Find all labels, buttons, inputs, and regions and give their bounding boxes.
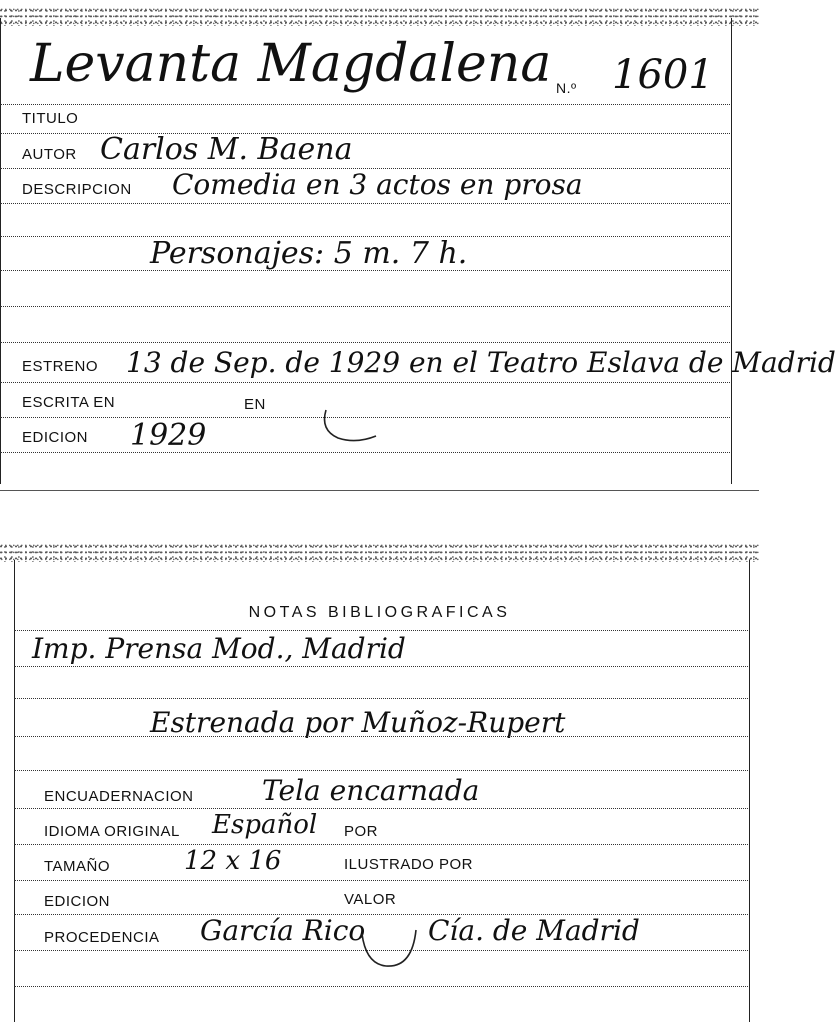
procedencia-label: PROCEDENCIA — [44, 929, 160, 946]
rule-9 — [0, 382, 730, 383]
tamano-label: TAMAÑO — [44, 858, 111, 875]
autor-value: Carlos M. Baena — [100, 132, 353, 167]
rule-7 — [0, 306, 730, 307]
card-bottom-edge — [0, 490, 759, 491]
title-value: Levanta Magdalena — [30, 34, 552, 94]
edicion-label: EDICION — [22, 429, 89, 446]
estreno-value: 13 de Sep. de 1929 en el Teatro Eslava de Madrid — [126, 346, 836, 379]
escrita-label: ESCRITA EN — [22, 394, 116, 411]
en-label: EN — [244, 396, 266, 413]
encuadernacion-label: ENCUADERNACION — [44, 788, 194, 805]
edicion-value: 1929 — [130, 418, 207, 453]
rule-7 — [14, 844, 748, 845]
pen-squiggle — [316, 404, 382, 446]
rule-5 — [14, 770, 748, 771]
estreno-label: ESTRENO — [22, 358, 99, 375]
rule-3 — [14, 698, 748, 699]
note-line-1: Imp. Prensa Mod., Madrid — [32, 632, 406, 665]
descripcion-value: Comedia en 3 actos en prosa — [172, 168, 583, 201]
rule-11 — [14, 986, 748, 987]
note-line-2: Estrenada por Muñoz-Rupert — [150, 706, 566, 739]
procedencia-value-2: Cía. de Madrid — [428, 914, 640, 947]
titulo-label: TITULO — [22, 110, 79, 127]
rule-1 — [0, 104, 730, 105]
encuadernacion-value: Tela encarnada — [262, 774, 480, 807]
tamano-value: 12 x 16 — [184, 846, 282, 876]
rule-6 — [14, 808, 748, 809]
rule-4 — [14, 736, 748, 737]
valor-label: VALOR — [344, 891, 397, 908]
rule-1 — [14, 630, 748, 631]
rule-8 — [14, 880, 748, 881]
ilustrado-label: ILUSTRADO POR — [344, 856, 474, 873]
autor-label: AUTOR — [22, 146, 77, 163]
descripcion-label: DESCRIPCION — [22, 181, 132, 198]
rule-6 — [0, 270, 730, 271]
procedencia-value: García Rico — [200, 914, 366, 947]
personajes-value: Personajes: 5 m. 7 h. — [150, 236, 468, 271]
number-value: 1601 — [612, 52, 714, 98]
rule-11 — [0, 452, 730, 453]
notes-heading: NOTAS BIBLIOGRAFICAS — [248, 604, 511, 621]
rule-10 — [14, 950, 748, 951]
idioma-value: Español — [212, 810, 318, 840]
rule-8 — [0, 342, 730, 343]
por-label: POR — [344, 823, 379, 840]
catalog-card-main — [0, 0, 836, 500]
rule-2 — [14, 666, 748, 667]
catalog-card-notes — [0, 540, 759, 1028]
edicion-label: EDICION — [44, 893, 111, 910]
idioma-label: IDIOMA ORIGINAL — [44, 823, 180, 840]
pen-loop — [356, 924, 426, 974]
rule-4 — [0, 203, 730, 204]
number-label: N.º — [556, 80, 577, 96]
